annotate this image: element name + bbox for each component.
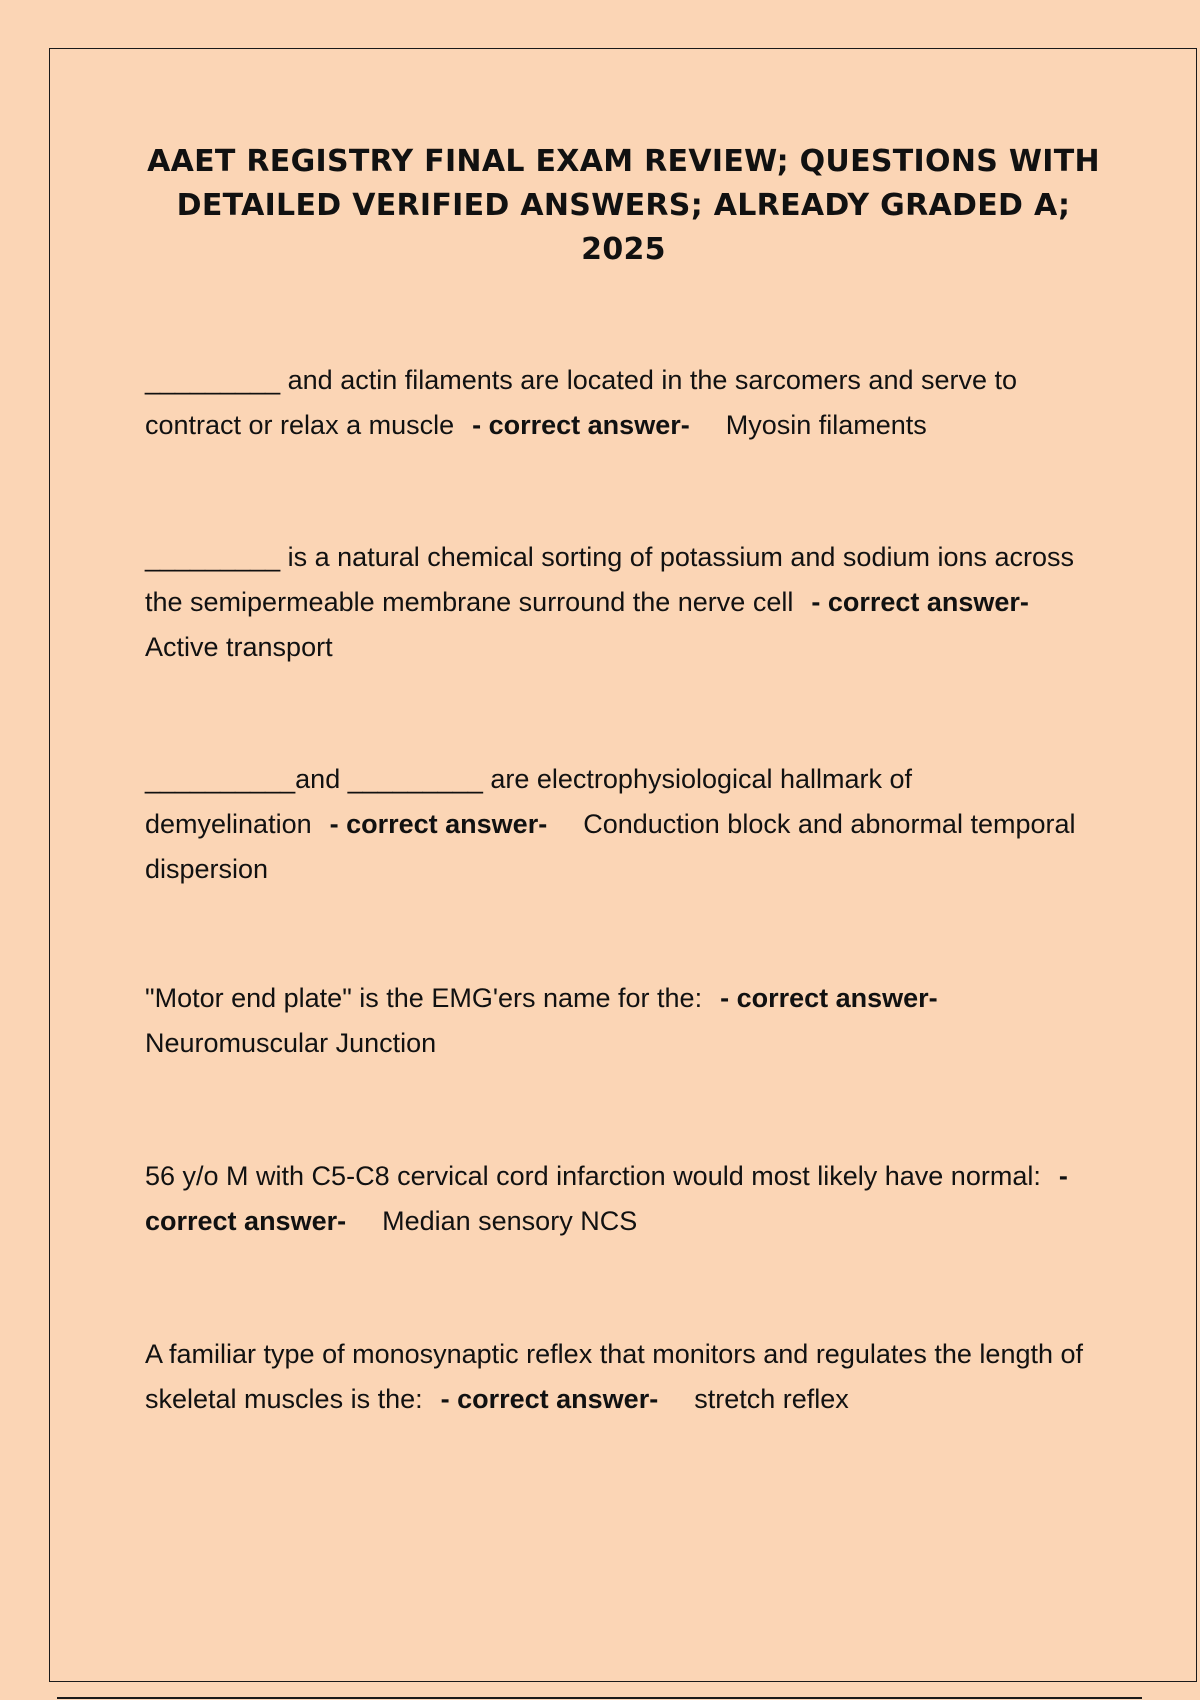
qa-item (145, 757, 1105, 892)
qa-item (145, 1154, 1105, 1244)
question-text: _________ is a natural chemical sorting of potassium and sodium ions across the semipermeable membrane surround the nerve cell (145, 542, 1075, 617)
answer-text: Myosin filaments (725, 410, 927, 440)
question-text: 56 y/o M with C5-C8 cervical cord infarction would most likely have normal: (145, 1161, 1041, 1191)
answer-marker: - correct answer- (472, 410, 690, 440)
answer-text: Conduction block and abnormal temporal dispersion (145, 809, 1076, 884)
qa-item (145, 358, 1105, 448)
qa-item (145, 535, 1105, 670)
answer-text: Neuromuscular Junction (145, 1028, 437, 1058)
answer-marker: - correct answer- (145, 1161, 1068, 1236)
answer-marker: - correct answer- (720, 983, 938, 1013)
document-title: AAET REGISTRY FINAL EXAM REVIEW; QUESTIONS WITH DETAILED VERIFIED ANSWERS; ALREADY GRADED A; 2025 (147, 144, 1100, 267)
answer-marker: - correct answer- (440, 1384, 659, 1414)
question-text: "Motor end plate" is the EMG'ers name for the: (145, 983, 703, 1013)
question-text: __________and _________ are electrophysiological hallmark of demyelination (145, 764, 913, 839)
answer-text: Active transport (145, 632, 333, 662)
question-text: A familiar type of monosynaptic reflex that monitors and regulates the length of skeletal muscles is the: (145, 1339, 1084, 1414)
answer-text: Median sensory NCS (382, 1206, 638, 1236)
answer-marker: - correct answer- (811, 587, 1029, 617)
bottom-rule (57, 1697, 1142, 1699)
question-text: _________ and actin filaments are located in the sarcomers and serve to contract or relax a muscle (145, 365, 1018, 440)
answer-text: stretch reflex (694, 1384, 849, 1414)
answer-marker: - correct answer- (329, 809, 548, 839)
qa-item (145, 1332, 1105, 1422)
qa-item (145, 976, 1105, 1066)
